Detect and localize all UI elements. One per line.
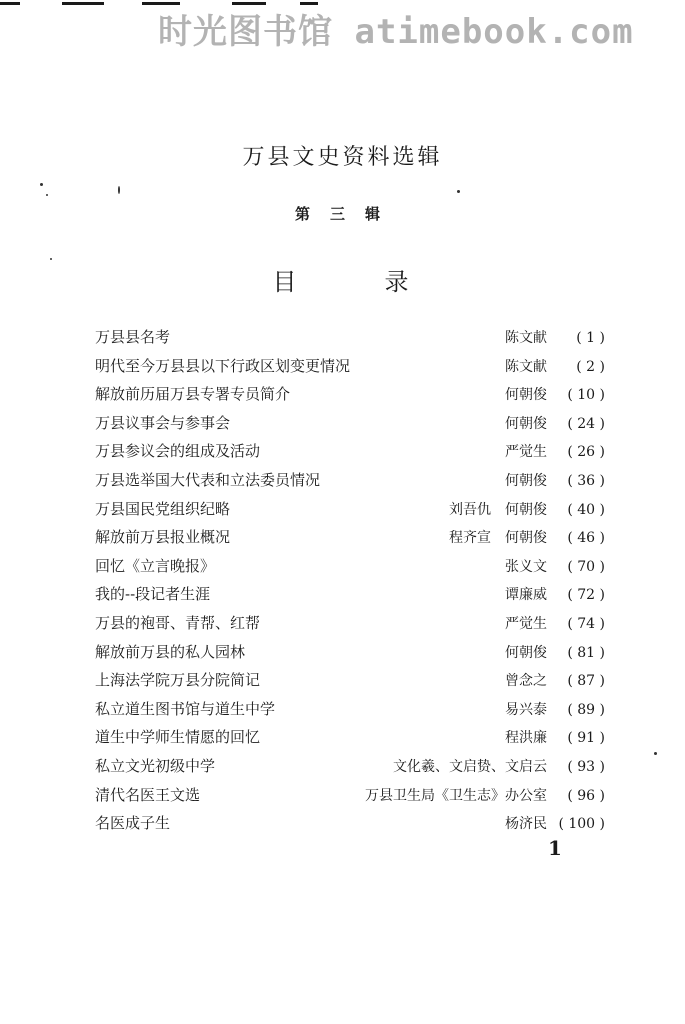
- toc-entry-title: 道生中学师生情愿的回忆: [95, 728, 261, 747]
- toc-entry-title: 回忆《立言晚报》: [95, 556, 216, 575]
- scan-mark: [62, 2, 104, 5]
- toc-entry: [95, 755, 605, 784]
- scan-speck: [654, 752, 657, 755]
- toc-entry-author: 谭廉威: [505, 587, 547, 604]
- toc-entry-title: 万县国民党组织纪略: [95, 499, 231, 518]
- toc-entry-page: ( 46 ): [567, 530, 605, 547]
- toc-entry-title: 私立文光初级中学: [95, 756, 216, 775]
- toc-entry-author: 文化羲、文启贽、文启云: [393, 758, 547, 775]
- contents-heading: 目录: [272, 268, 497, 296]
- toc-entry-author: 曾念之: [505, 673, 547, 690]
- toc-entry-author: 刘吾仇 何朝俊: [449, 501, 547, 518]
- toc-entry: [95, 555, 605, 584]
- toc-entry-author: 程洪廉: [505, 730, 547, 747]
- toc-entry: [95, 355, 605, 384]
- toc-entry-title: 上海法学院万县分院简记: [95, 671, 261, 690]
- book-title: 万县文史资料选辑: [242, 145, 443, 170]
- toc-entry-author: 陈文献: [505, 330, 547, 346]
- toc-entry-title: 万县参议会的组成及活动: [95, 442, 261, 461]
- toc-entry-page: ( 1 ): [576, 330, 605, 346]
- toc-entry: [95, 726, 605, 755]
- toc-entry-page: ( 74 ): [567, 615, 605, 632]
- toc-entry-title: 清代名医王文选: [95, 785, 201, 804]
- toc-entry-title: 万县县名考: [95, 328, 171, 346]
- page-number: 1: [548, 836, 562, 860]
- toc-entry: [95, 498, 605, 527]
- toc-entry-title: 明代至今万县县以下行政区划变更情况: [95, 356, 351, 375]
- table-of-contents: [95, 326, 605, 841]
- toc-entry-page: ( 91 ): [567, 730, 605, 747]
- toc-entry: [95, 612, 605, 641]
- toc-entry-page: ( 100 ): [558, 816, 605, 833]
- toc-entry-page: ( 89 ): [567, 701, 605, 718]
- toc-entry-title: 解放前万县报业概况: [95, 528, 231, 547]
- toc-entry-page: ( 72 ): [567, 587, 605, 604]
- toc-entry-page: ( 40 ): [567, 501, 605, 518]
- toc-entry-author: 何朝俊: [505, 387, 547, 404]
- toc-entry: [95, 383, 605, 412]
- toc-entry-title: 解放前历届万县专署专员简介: [95, 385, 291, 404]
- toc-entry-title: 私立道生图书馆与道生中学: [95, 699, 276, 718]
- toc-entry-author: 杨济民: [505, 816, 547, 833]
- toc-entry-title: 解放前万县的私人园林: [95, 642, 246, 661]
- toc-entry: [95, 440, 605, 469]
- scan-speck: [457, 190, 460, 193]
- toc-entry-author: 何朝俊: [505, 472, 547, 489]
- scan-speck: [40, 183, 43, 186]
- toc-entry-author: 万县卫生局《卫生志》办公室: [365, 787, 547, 804]
- toc-entry-page: ( 70 ): [567, 558, 605, 575]
- toc-entry-page: ( 81 ): [567, 644, 605, 661]
- scan-speck: [46, 194, 48, 196]
- toc-entry-author: 陈文献: [505, 358, 547, 375]
- toc-entry-author: 程齐宣 何朝俊: [449, 530, 547, 547]
- toc-entry: [95, 526, 605, 555]
- toc-entry-page: ( 87 ): [567, 673, 605, 690]
- toc-entry-page: ( 24 ): [567, 415, 605, 432]
- toc-entry-page: ( 96 ): [567, 787, 605, 804]
- toc-entry-title: 我的--段记者生涯: [95, 585, 211, 604]
- toc-entry-page: ( 10 ): [567, 387, 605, 404]
- toc-entry-author: 何朝俊: [505, 644, 547, 661]
- toc-entry-title: 万县议事会与参事会: [95, 413, 231, 432]
- toc-entry-title: 万县选举国大代表和立法委员情况: [95, 470, 321, 489]
- toc-entry: [95, 326, 605, 355]
- toc-entry: [95, 412, 605, 441]
- toc-entry-title: 名医成子生: [95, 814, 171, 833]
- toc-entry: [95, 669, 605, 698]
- watermark: 时光图书馆 atimebook.com: [158, 12, 634, 52]
- toc-entry-page: ( 2 ): [576, 358, 605, 375]
- scan-speck: [50, 258, 52, 260]
- toc-entry-author: 严觉生: [505, 444, 547, 461]
- toc-entry-page: ( 93 ): [567, 758, 605, 775]
- toc-entry-title: 万县的袍哥、青帮、红帮: [95, 613, 261, 632]
- scan-speck: [118, 186, 120, 194]
- toc-entry-author: 严觉生: [505, 615, 547, 632]
- toc-entry-author: 何朝俊: [505, 415, 547, 432]
- volume-label: 第三辑: [294, 205, 400, 223]
- toc-entry: [95, 698, 605, 727]
- toc-entry: [95, 784, 605, 813]
- toc-entry-author: 易兴泰: [505, 701, 547, 718]
- toc-entry-page: ( 36 ): [567, 472, 605, 489]
- toc-entry: [95, 583, 605, 612]
- toc-entry-page: ( 26 ): [567, 444, 605, 461]
- toc-entry: [95, 469, 605, 498]
- top-scan-strip: [0, 0, 685, 50]
- scan-mark: [0, 2, 20, 5]
- toc-entry: [95, 641, 605, 670]
- toc-entry-author: 张义文: [505, 558, 547, 575]
- toc-entry: [95, 812, 605, 841]
